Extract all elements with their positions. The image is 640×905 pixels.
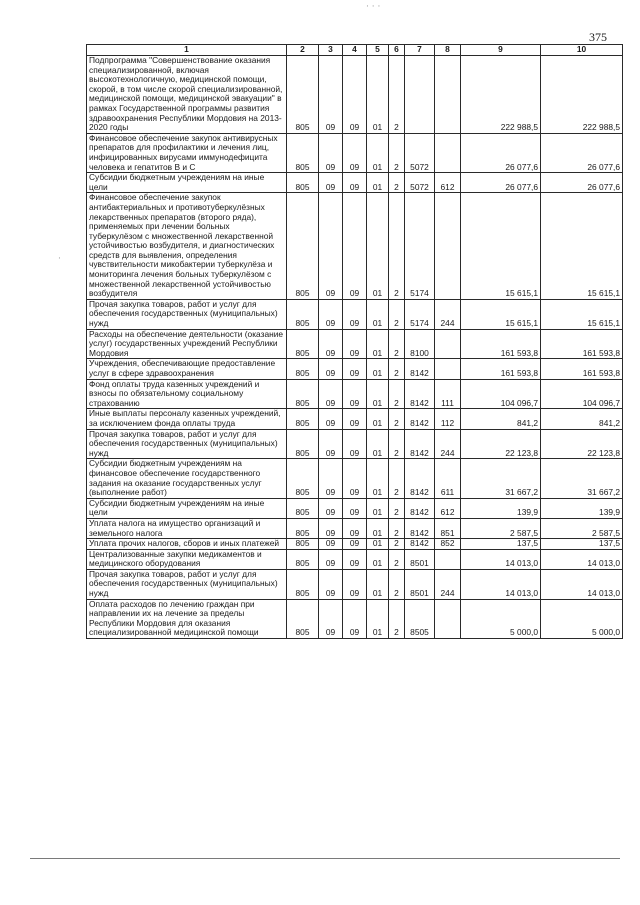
cell-subsection-code: 09 [343, 459, 367, 498]
column-header: 6 [389, 45, 405, 56]
cell-target-article-code: 8100 [405, 329, 435, 359]
cell-expense-type-code [435, 329, 461, 359]
cell-ministry-code: 805 [287, 459, 319, 498]
cell-target-article-code: 8142 [405, 539, 435, 550]
cell-subprogram-code: 2 [389, 429, 405, 459]
cell-amount-total: 2 587,5 [541, 518, 623, 538]
row-description: Финансовое обеспечение закупок антивирусных препаратов для профилактики и лечения лиц, инфицированных вирусами иммунодефицита человека и гепатитов В и С [87, 133, 287, 172]
cell-section-code: 09 [319, 498, 343, 518]
cell-amount-total: 841,2 [541, 409, 623, 429]
cell-amount-total: 22 123,8 [541, 429, 623, 459]
cell-expense-type-code [435, 133, 461, 172]
cell-amount-total: 14 013,0 [541, 569, 623, 599]
column-header: 9 [461, 45, 541, 56]
row-description: Оплата расходов по лечению граждан при направлении их на лечение за пределы Республики Мордовия для оказания специализированной медицинской помощи [87, 599, 287, 638]
cell-amount-approved: 26 077,6 [461, 133, 541, 172]
cell-expense-type-code [435, 359, 461, 379]
cell-ministry-code: 805 [287, 599, 319, 638]
cell-amount-approved: 5 000,0 [461, 599, 541, 638]
cell-expense-type-code: 244 [435, 299, 461, 329]
cell-amount-total: 31 667,2 [541, 459, 623, 498]
cell-expense-type-code: 244 [435, 429, 461, 459]
cell-amount-approved: 14 013,0 [461, 569, 541, 599]
cell-ministry-code: 805 [287, 133, 319, 172]
row-description: Расходы на обеспечение деятельности (оказание услуг) государственных учреждений Республики Мордовия [87, 329, 287, 359]
cell-target-article-code: 8142 [405, 359, 435, 379]
cell-subsection-code: 09 [343, 56, 367, 134]
cell-program-code: 01 [367, 459, 389, 498]
row-description: Учреждения, обеспечивающие предоставление услуг в сфере здравоохранения [87, 359, 287, 379]
cell-program-code: 01 [367, 518, 389, 538]
cell-amount-approved: 14 013,0 [461, 549, 541, 569]
cell-target-article-code: 8142 [405, 459, 435, 498]
table-row [87, 429, 623, 459]
cell-program-code: 01 [367, 379, 389, 409]
cell-expense-type-code: 851 [435, 518, 461, 538]
cell-ministry-code: 805 [287, 539, 319, 550]
cell-target-article-code: 8142 [405, 409, 435, 429]
cell-subprogram-code: 2 [389, 379, 405, 409]
table-row [87, 569, 623, 599]
cell-section-code: 09 [319, 409, 343, 429]
cell-subprogram-code: 2 [389, 409, 405, 429]
cell-target-article-code: 8501 [405, 549, 435, 569]
table-row [87, 329, 623, 359]
table-row [87, 56, 623, 134]
cell-subprogram-code: 2 [389, 518, 405, 538]
row-description: Прочая закупка товаров, работ и услуг для обеспечения государственных (муниципальных) нужд [87, 569, 287, 599]
cell-program-code: 01 [367, 193, 389, 300]
cell-section-code: 09 [319, 133, 343, 172]
cell-amount-approved: 104 096,7 [461, 379, 541, 409]
cell-target-article-code: 5174 [405, 193, 435, 300]
row-description: Прочая закупка товаров, работ и услуг для обеспечения государственных (муниципальных) нужд [87, 299, 287, 329]
row-description: Субсидии бюджетным учреждениям на иные цели [87, 173, 287, 193]
column-header: 1 [87, 45, 287, 56]
cell-expense-type-code: 111 [435, 379, 461, 409]
cell-program-code: 01 [367, 409, 389, 429]
cell-expense-type-code [435, 599, 461, 638]
cell-subsection-code: 09 [343, 173, 367, 193]
table-row [87, 133, 623, 172]
cell-subsection-code: 09 [343, 518, 367, 538]
cell-subsection-code: 09 [343, 569, 367, 599]
row-description: Субсидии бюджетным учреждениям на финансовое обеспечение государственного задания на оказание государственных услуг (выполнение работ) [87, 459, 287, 498]
cell-ministry-code: 805 [287, 549, 319, 569]
column-header: 3 [319, 45, 343, 56]
cell-subprogram-code: 2 [389, 133, 405, 172]
cell-subsection-code: 09 [343, 299, 367, 329]
cell-subprogram-code: 2 [389, 599, 405, 638]
cell-program-code: 01 [367, 329, 389, 359]
cell-subprogram-code: 2 [389, 173, 405, 193]
cell-ministry-code: 805 [287, 173, 319, 193]
cell-target-article-code: 5072 [405, 173, 435, 193]
cell-subprogram-code: 2 [389, 539, 405, 550]
cell-amount-approved: 222 988,5 [461, 56, 541, 134]
cell-ministry-code: 805 [287, 569, 319, 599]
cell-program-code: 01 [367, 299, 389, 329]
cell-expense-type-code [435, 193, 461, 300]
cell-ministry-code: 805 [287, 299, 319, 329]
cell-program-code: 01 [367, 133, 389, 172]
cell-amount-total: 26 077,6 [541, 133, 623, 172]
cell-amount-approved: 22 123,8 [461, 429, 541, 459]
cell-subsection-code: 09 [343, 599, 367, 638]
cell-program-code: 01 [367, 429, 389, 459]
row-description: Иные выплаты персоналу казенных учреждений, за исключением фонда оплаты труда [87, 409, 287, 429]
cell-ministry-code: 805 [287, 518, 319, 538]
cell-subprogram-code: 2 [389, 459, 405, 498]
cell-expense-type-code: 612 [435, 173, 461, 193]
cell-expense-type-code [435, 549, 461, 569]
cell-amount-total: 139,9 [541, 498, 623, 518]
footer-rule [30, 858, 620, 859]
column-header: 8 [435, 45, 461, 56]
column-header: 10 [541, 45, 623, 56]
cell-subprogram-code: 2 [389, 56, 405, 134]
cell-section-code: 09 [319, 329, 343, 359]
table-row [87, 549, 623, 569]
cell-amount-approved: 2 587,5 [461, 518, 541, 538]
cell-section-code: 09 [319, 549, 343, 569]
cell-amount-total: 14 013,0 [541, 549, 623, 569]
cell-program-code: 01 [367, 599, 389, 638]
cell-amount-approved: 15 615,1 [461, 299, 541, 329]
cell-section-code: 09 [319, 539, 343, 550]
cell-section-code: 09 [319, 359, 343, 379]
cell-target-article-code: 5174 [405, 299, 435, 329]
cell-amount-total: 15 615,1 [541, 193, 623, 300]
cell-amount-approved: 31 667,2 [461, 459, 541, 498]
row-description: Подпрограмма "Совершенствование оказания специализированной, включая высокотехнологичную, медицинской помощи, скорой, в том числе скорой специализированной, медицинской помощи, медицинской эвакуации" в рамках Государственной программы развития здравоохранения Республики Мордовия на 2013-2020 годы [87, 56, 287, 134]
cell-subsection-code: 09 [343, 498, 367, 518]
row-description: Прочая закупка товаров, работ и услуг для обеспечения государственных (муниципальных) нужд [87, 429, 287, 459]
cell-subprogram-code: 2 [389, 299, 405, 329]
cell-amount-approved: 137,5 [461, 539, 541, 550]
cell-ministry-code: 805 [287, 329, 319, 359]
cell-subsection-code: 09 [343, 409, 367, 429]
row-description: Фонд оплаты труда казенных учреждений и взносы по обязательному социальному страхованию [87, 379, 287, 409]
cell-target-article-code: 8505 [405, 599, 435, 638]
row-description: Уплата налога на имущество организаций и земельного налога [87, 518, 287, 538]
cell-target-article-code: 8501 [405, 569, 435, 599]
cell-ministry-code: 805 [287, 359, 319, 379]
table-header-row [87, 45, 623, 56]
cell-program-code: 01 [367, 569, 389, 599]
cell-subprogram-code: 2 [389, 329, 405, 359]
cell-target-article-code: 8142 [405, 518, 435, 538]
cell-ministry-code: 805 [287, 429, 319, 459]
cell-amount-approved: 161 593,8 [461, 359, 541, 379]
cell-amount-total: 26 077,6 [541, 173, 623, 193]
cell-expense-type-code: 611 [435, 459, 461, 498]
cell-expense-type-code: 852 [435, 539, 461, 550]
cell-program-code: 01 [367, 498, 389, 518]
cell-subsection-code: 09 [343, 429, 367, 459]
cell-subprogram-code: 2 [389, 193, 405, 300]
cell-subsection-code: 09 [343, 193, 367, 300]
cell-amount-approved: 15 615,1 [461, 193, 541, 300]
table-row [87, 518, 623, 538]
cell-ministry-code: 805 [287, 409, 319, 429]
table-row [87, 459, 623, 498]
table-row [87, 359, 623, 379]
cell-subprogram-code: 2 [389, 549, 405, 569]
cell-ministry-code: 805 [287, 193, 319, 300]
cell-expense-type-code: 244 [435, 569, 461, 599]
table-row [87, 498, 623, 518]
cell-amount-approved: 161 593,8 [461, 329, 541, 359]
cell-program-code: 01 [367, 359, 389, 379]
cell-amount-total: 161 593,8 [541, 359, 623, 379]
cell-subsection-code: 09 [343, 359, 367, 379]
cell-target-article-code: 8142 [405, 429, 435, 459]
cell-subsection-code: 09 [343, 549, 367, 569]
page-number: 375 [589, 30, 607, 44]
cell-amount-approved: 841,2 [461, 409, 541, 429]
table-row [87, 379, 623, 409]
table-row [87, 193, 623, 300]
cell-amount-approved: 139,9 [461, 498, 541, 518]
cell-expense-type-code: 112 [435, 409, 461, 429]
row-description: Уплата прочих налогов, сборов и иных платежей [87, 539, 287, 550]
row-description: Субсидии бюджетным учреждениям на иные цели [87, 498, 287, 518]
cell-target-article-code: 8142 [405, 379, 435, 409]
cell-section-code: 09 [319, 518, 343, 538]
cell-program-code: 01 [367, 539, 389, 550]
cell-section-code: 09 [319, 193, 343, 300]
cell-subprogram-code: 2 [389, 359, 405, 379]
table-row [87, 299, 623, 329]
row-description: Финансовое обеспечение закупок антибактериальных и противотуберкулёзных лекарственных препаратов (второго ряда), применяемых при лечении больных туберкулёзом с множественной лекарственной устойчивостью возбудителя, и диагностических средств для выявления, определения чувствительности микобактерии туберкулёза и мониторинга лечения больных туберкулёзом с множественной лекарственной устойчивостью возбудителя [87, 193, 287, 300]
table-row [87, 173, 623, 193]
cell-section-code: 09 [319, 56, 343, 134]
cell-subsection-code: 09 [343, 379, 367, 409]
cell-target-article-code [405, 56, 435, 134]
table-row [87, 599, 623, 638]
column-header: 7 [405, 45, 435, 56]
column-header: 2 [287, 45, 319, 56]
cell-ministry-code: 805 [287, 379, 319, 409]
cell-target-article-code: 5072 [405, 133, 435, 172]
cell-amount-total: 5 000,0 [541, 599, 623, 638]
cell-target-article-code: 8142 [405, 498, 435, 518]
cell-subprogram-code: 2 [389, 498, 405, 518]
cell-program-code: 01 [367, 173, 389, 193]
table-row [87, 539, 623, 550]
cell-section-code: 09 [319, 599, 343, 638]
column-header: 5 [367, 45, 389, 56]
cell-amount-total: 222 988,5 [541, 56, 623, 134]
budget-table [86, 44, 623, 639]
cell-section-code: 09 [319, 299, 343, 329]
cell-section-code: 09 [319, 379, 343, 409]
scan-mark-left: · [58, 254, 61, 264]
column-header: 4 [343, 45, 367, 56]
row-description: Централизованные закупки медикаментов и медицинского оборудования [87, 549, 287, 569]
cell-ministry-code: 805 [287, 56, 319, 134]
cell-amount-total: 137,5 [541, 539, 623, 550]
cell-program-code: 01 [367, 56, 389, 134]
cell-subprogram-code: 2 [389, 569, 405, 599]
cell-ministry-code: 805 [287, 498, 319, 518]
cell-subsection-code: 09 [343, 133, 367, 172]
table-body [87, 56, 623, 639]
cell-section-code: 09 [319, 429, 343, 459]
cell-amount-approved: 26 077,6 [461, 173, 541, 193]
cell-expense-type-code: 612 [435, 498, 461, 518]
cell-expense-type-code [435, 56, 461, 134]
cell-section-code: 09 [319, 173, 343, 193]
cell-subsection-code: 09 [343, 539, 367, 550]
cell-section-code: 09 [319, 569, 343, 599]
scan-mark-top: · · · [366, 2, 381, 12]
cell-program-code: 01 [367, 549, 389, 569]
cell-amount-total: 161 593,8 [541, 329, 623, 359]
table-row [87, 409, 623, 429]
cell-amount-total: 15 615,1 [541, 299, 623, 329]
cell-section-code: 09 [319, 459, 343, 498]
cell-subsection-code: 09 [343, 329, 367, 359]
cell-amount-total: 104 096,7 [541, 379, 623, 409]
